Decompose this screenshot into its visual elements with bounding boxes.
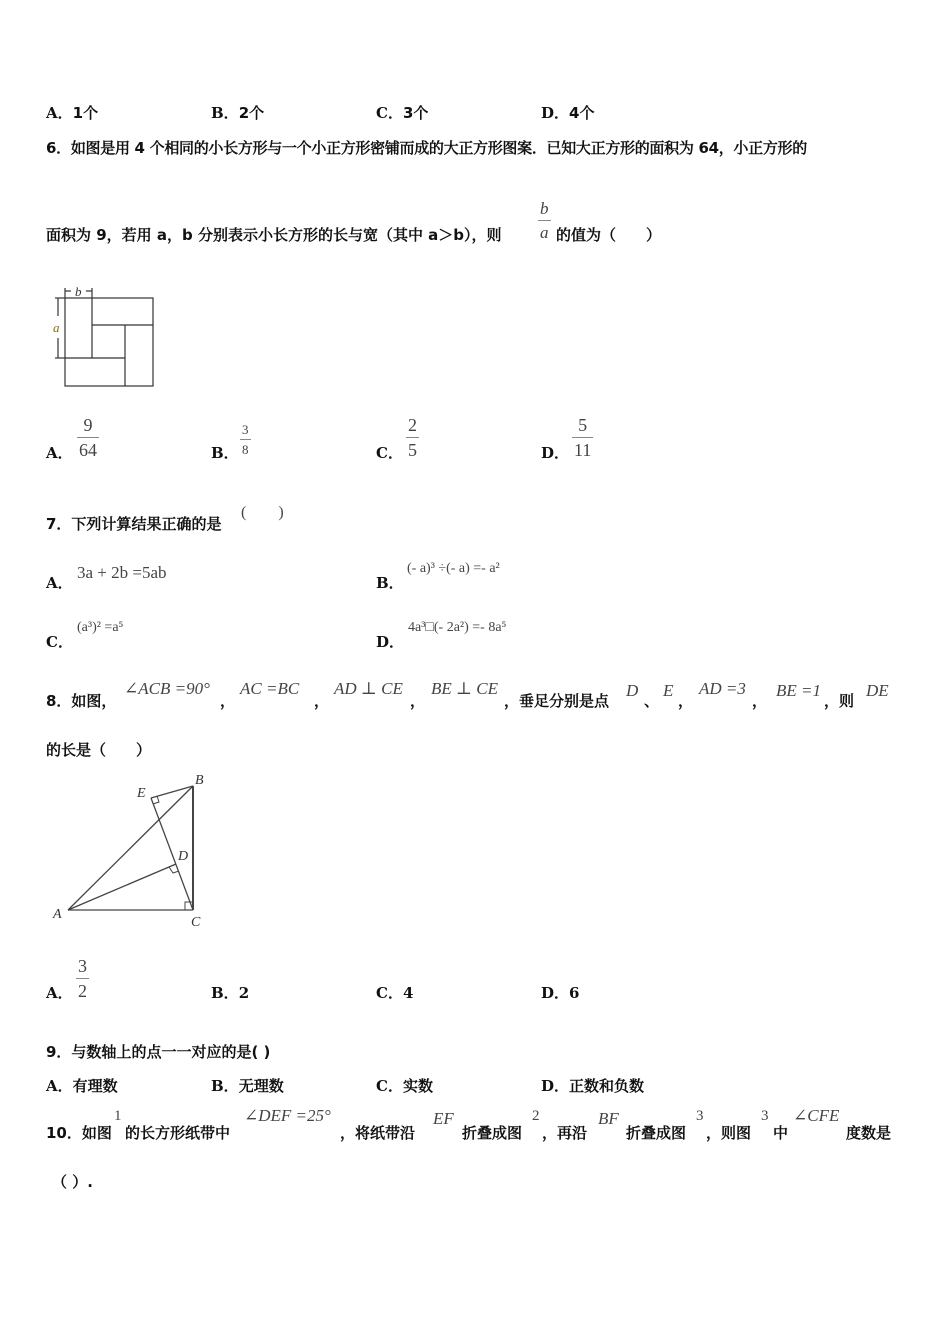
q5-option-d[interactable] bbox=[541, 102, 594, 123]
fraction-denominator: a bbox=[540, 223, 549, 242]
q10-fig-3: 3 bbox=[696, 1108, 704, 1124]
option-label: D． bbox=[541, 1077, 570, 1095]
point-label-c: C bbox=[191, 915, 201, 930]
q8-condition-angle: ∠ACB =90° bbox=[124, 679, 210, 698]
q7-option-d[interactable] bbox=[376, 631, 404, 652]
fraction-bar bbox=[572, 437, 593, 438]
q9-option-d[interactable] bbox=[541, 1075, 644, 1096]
option-text: 4个 bbox=[569, 104, 595, 122]
fraction-denominator: 5 bbox=[408, 440, 417, 460]
q5-option-c[interactable] bbox=[376, 102, 428, 123]
q9-stem: 9．与数轴上的点一一对应的是( ) bbox=[46, 1043, 271, 1061]
option-text: 4 bbox=[402, 984, 414, 1002]
option-label: A． bbox=[46, 574, 73, 592]
q8-stem-line2: 的长是（ ） bbox=[46, 741, 152, 759]
q7-option-c[interactable] bbox=[46, 631, 73, 652]
q7-option-b[interactable] bbox=[376, 572, 404, 593]
q10-fig-2: 2 bbox=[532, 1108, 540, 1124]
q10-fig-3b: 3 bbox=[761, 1108, 769, 1124]
option-text: 实数 bbox=[402, 1077, 433, 1095]
option-label: C． bbox=[46, 633, 73, 651]
q7-option-c-expr: (a³)² =a⁵ bbox=[77, 620, 124, 635]
q8-point-d: D bbox=[626, 681, 639, 700]
q5-option-a[interactable] bbox=[46, 102, 98, 123]
option-text: 正数和负数 bbox=[569, 1077, 645, 1095]
q8-option-c[interactable] bbox=[376, 982, 413, 1003]
option-text: 2 bbox=[238, 984, 250, 1002]
option-label: D． bbox=[541, 984, 570, 1002]
q7-option-d-expr: 4a³□(- 2a²) =- 8a⁵ bbox=[408, 620, 507, 635]
fraction-bar bbox=[76, 978, 89, 979]
fraction-numerator: 2 bbox=[408, 415, 417, 435]
option-label: D． bbox=[541, 444, 570, 462]
option-text: 1个 bbox=[72, 104, 99, 122]
q6-option-d-fraction bbox=[572, 416, 593, 459]
q8-option-a[interactable] bbox=[46, 982, 73, 1003]
fraction-denominator: 11 bbox=[574, 440, 592, 460]
option-text: 有理数 bbox=[72, 1077, 118, 1095]
q10-ef-label: EF bbox=[433, 1109, 454, 1128]
fraction-denominator: 8 bbox=[242, 442, 249, 457]
q8-ad-value: AD =3 bbox=[699, 679, 746, 698]
fraction-bar bbox=[240, 439, 251, 440]
fraction-denominator: 2 bbox=[78, 981, 87, 1001]
option-text: 2个 bbox=[238, 104, 265, 122]
q10-text-8: 中 bbox=[773, 1124, 789, 1142]
q7-option-a-expr: 3a + 2b =5ab bbox=[77, 563, 167, 582]
q7-stem: 7．下列计算结果正确的是 bbox=[46, 515, 222, 533]
q8-condition-ad-perp: AD ⊥ CE bbox=[334, 679, 403, 698]
q8-separator: 、 bbox=[644, 692, 660, 710]
q7-option-b-expr: (- a)³ ÷(- a) =- a² bbox=[407, 561, 500, 576]
q10-text-6: 折叠成图 bbox=[626, 1124, 687, 1142]
q10-angle-def: ∠DEF =25° bbox=[244, 1106, 331, 1125]
option-label: C． bbox=[376, 984, 403, 1002]
option-label: A． bbox=[46, 444, 73, 462]
option-label: A． bbox=[46, 1077, 73, 1095]
q10-bf-label: BF bbox=[598, 1109, 619, 1128]
q10-text-7: ，则图 bbox=[706, 1124, 752, 1142]
q9-option-a[interactable] bbox=[46, 1075, 118, 1096]
q6-stem-line1: 6．如图是用 4 个相同的小长方形与一个小正方形密铺而成的大正方形图案．已知大正方形的面积为 64，小正方形的 bbox=[46, 139, 807, 157]
q5-option-b[interactable] bbox=[211, 102, 264, 123]
option-label: A． bbox=[46, 984, 73, 1002]
q6-option-a-fraction bbox=[77, 416, 99, 459]
q6-option-b-fraction bbox=[240, 423, 251, 456]
q7-option-a[interactable] bbox=[46, 572, 73, 593]
q8-de-label: DE bbox=[866, 681, 889, 700]
option-label: B． bbox=[211, 984, 239, 1002]
q10-stem-line2: （ ）. bbox=[52, 1173, 93, 1191]
fraction-numerator: 3 bbox=[78, 956, 87, 976]
q8-triangle-figure bbox=[48, 768, 218, 933]
option-label: B． bbox=[211, 104, 239, 122]
fraction-numerator: b bbox=[540, 199, 549, 218]
fraction-bar bbox=[538, 220, 551, 221]
option-label: D． bbox=[376, 633, 405, 651]
q10-angle-cfe: ∠CFE bbox=[793, 1106, 840, 1125]
option-label: C． bbox=[376, 1077, 403, 1095]
option-label: A． bbox=[46, 104, 73, 122]
option-label: B． bbox=[211, 444, 239, 462]
option-label: B． bbox=[376, 574, 404, 592]
q6-option-a[interactable] bbox=[46, 442, 73, 463]
fraction-numerator: 5 bbox=[578, 415, 588, 435]
q6-option-b[interactable] bbox=[211, 442, 239, 463]
q7-answer-paren: ( ) bbox=[241, 504, 284, 521]
option-label: D． bbox=[541, 104, 570, 122]
point-label-d: D bbox=[178, 849, 189, 864]
fraction-numerator: 9 bbox=[83, 415, 93, 435]
q8-prefix: 8．如图， bbox=[46, 692, 117, 710]
option-label: C． bbox=[376, 104, 403, 122]
q10-text-9: 度数是 bbox=[846, 1124, 892, 1142]
q6-option-c-fraction bbox=[406, 416, 419, 459]
q6-stem-line2-part2: 的值为（ ） bbox=[556, 226, 662, 244]
q8-condition-be-perp: BE ⊥ CE bbox=[431, 679, 498, 698]
q10-fig-1: 1 bbox=[114, 1108, 122, 1124]
q8-option-a-fraction bbox=[76, 957, 89, 1000]
option-label: B． bbox=[211, 1077, 239, 1095]
q9-option-c[interactable] bbox=[376, 1075, 433, 1096]
q8-foot-text: ，垂足分别是点 bbox=[504, 692, 610, 710]
point-label-a: A bbox=[53, 907, 62, 922]
option-text: 3个 bbox=[402, 104, 429, 122]
q9-option-b[interactable] bbox=[211, 1075, 284, 1096]
option-text: 6 bbox=[569, 984, 580, 1002]
fraction-bar bbox=[406, 437, 419, 438]
q6-option-d[interactable] bbox=[541, 442, 569, 463]
q10-text-1: 10．如图 bbox=[46, 1124, 112, 1142]
q6-option-c[interactable] bbox=[376, 442, 403, 463]
option-text: 无理数 bbox=[238, 1077, 284, 1095]
q8-then-text: ，则 bbox=[824, 692, 855, 710]
point-label-b: B bbox=[195, 773, 204, 788]
q10-text-2: 的长方形纸带中 bbox=[125, 1124, 231, 1142]
label-a: a bbox=[53, 320, 60, 335]
q8-condition-ac-bc: AC =BC bbox=[240, 679, 300, 698]
q10-text-3: ，将纸带沿 bbox=[340, 1124, 416, 1142]
q8-be-value: BE =1 bbox=[776, 681, 821, 700]
q8-point-e: E bbox=[663, 681, 674, 700]
q10-text-4: 折叠成图 bbox=[462, 1124, 523, 1142]
fraction-numerator: 3 bbox=[242, 422, 249, 437]
q6-square-figure bbox=[45, 283, 160, 391]
q6-fraction-b-over-a bbox=[538, 200, 551, 241]
fraction-bar bbox=[77, 437, 99, 438]
fraction-denominator: 64 bbox=[79, 440, 97, 460]
point-label-e: E bbox=[137, 786, 146, 801]
option-label: C． bbox=[376, 444, 403, 462]
label-b: b bbox=[75, 284, 82, 299]
q8-option-b[interactable] bbox=[211, 982, 249, 1003]
q10-text-5: ，再沿 bbox=[542, 1124, 588, 1142]
q6-stem-line2-part1: 面积为 9，若用 a，b 分别表示小长方形的长与宽（其中 a＞b），则 bbox=[46, 226, 502, 244]
q8-option-d[interactable] bbox=[541, 982, 579, 1003]
